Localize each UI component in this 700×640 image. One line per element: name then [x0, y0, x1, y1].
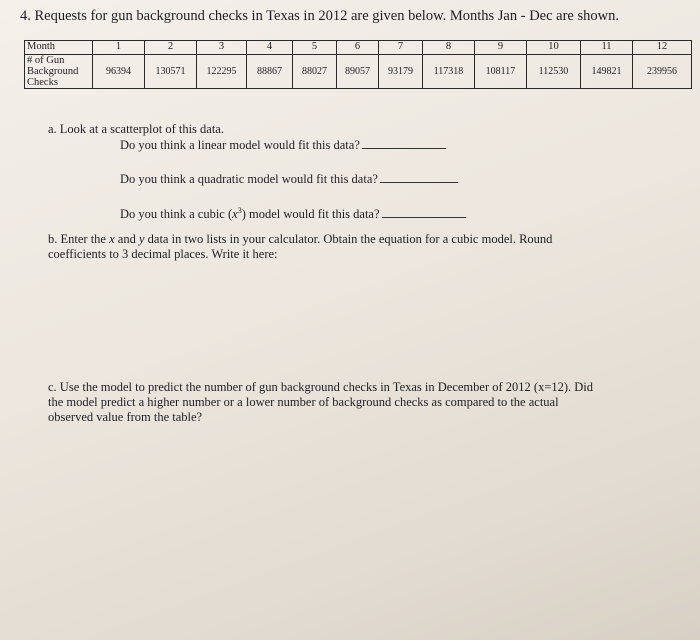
checks-header-line: Background [27, 66, 79, 77]
month-cell: 5 [293, 41, 337, 55]
cubic-variable: x [232, 207, 238, 222]
answer-blank-quadratic[interactable] [380, 181, 458, 183]
month-cell: 9 [475, 41, 527, 55]
checks-cell: 122295 [197, 55, 247, 89]
checks-header-line: Checks [27, 77, 58, 88]
cubic-exponent: 3 [237, 206, 242, 215]
month-cell: 6 [337, 41, 379, 55]
part-b-line1 [48, 232, 648, 247]
checks-cell: 89057 [337, 55, 379, 89]
checks-cell: 108117 [475, 55, 527, 89]
cubic-question-post: ) model would fit this data? [241, 207, 380, 222]
part-b-text: data in two lists in your calculator. Obtain the equation for a cubic model. Round [144, 232, 553, 246]
quadratic-question-text: Do you think a quadratic model would fit this data? [120, 172, 378, 186]
part-b-x-var: x [109, 232, 115, 246]
linear-question-text: Do you think a linear model would fit this data? [120, 138, 360, 152]
month-cell: 7 [379, 41, 423, 55]
checks-row [25, 55, 692, 89]
part-a-question-quadratic [120, 172, 458, 187]
checks-cell: 96394 [93, 55, 145, 89]
answer-blank-cubic[interactable] [382, 216, 466, 218]
question-title: 4. Requests for gun background checks in Texas in 2012 are given below. Months Jan - Dec are shown. [20, 8, 619, 24]
checks-header-line: # of Gun [27, 55, 65, 66]
checks-cell: 239956 [633, 55, 692, 89]
checks-cell: 88867 [247, 55, 293, 89]
checks-cell: 117318 [423, 55, 475, 89]
part-a-question-linear [120, 138, 446, 153]
month-cell: 10 [527, 41, 581, 55]
month-cell: 1 [93, 41, 145, 55]
checks-cell: 149821 [581, 55, 633, 89]
part-a-question-cubic [120, 206, 466, 222]
part-a-intro: a. Look at a scatterplot of this data. [48, 122, 224, 136]
part-b-y-var: y [138, 232, 145, 246]
cubic-question-pre: Do you think a cubic ( [120, 207, 233, 222]
part-b-line2: coefficients to 3 decimal places. Write it here: [48, 247, 278, 261]
month-cell: 8 [423, 41, 475, 55]
part-c-line3: observed value from the table? [48, 410, 203, 424]
month-cell: 3 [197, 41, 247, 55]
month-cell: 2 [145, 41, 197, 55]
data-table [24, 40, 692, 89]
checks-header [25, 55, 93, 89]
month-row [25, 41, 692, 55]
checks-cell: 88027 [293, 55, 337, 89]
part-c-line1: c. Use the model to predict the number of gun background checks in Texas in December of 2012 (x=12). Did [48, 380, 594, 394]
part-b-text: and [114, 232, 139, 246]
part-c [48, 380, 688, 425]
month-cell: 4 [247, 41, 293, 55]
part-b-text: b. Enter the [48, 232, 110, 246]
part-c-line2: the model predict a higher number or a lower number of background checks as compared to the actual [48, 395, 559, 409]
month-cell: 11 [581, 41, 633, 55]
month-cell: 12 [633, 41, 692, 55]
answer-blank-linear[interactable] [362, 147, 446, 149]
month-header: Month [25, 41, 93, 55]
checks-cell: 130571 [145, 55, 197, 89]
checks-cell: 93179 [379, 55, 423, 89]
part-b [48, 232, 648, 262]
checks-cell: 112530 [527, 55, 581, 89]
